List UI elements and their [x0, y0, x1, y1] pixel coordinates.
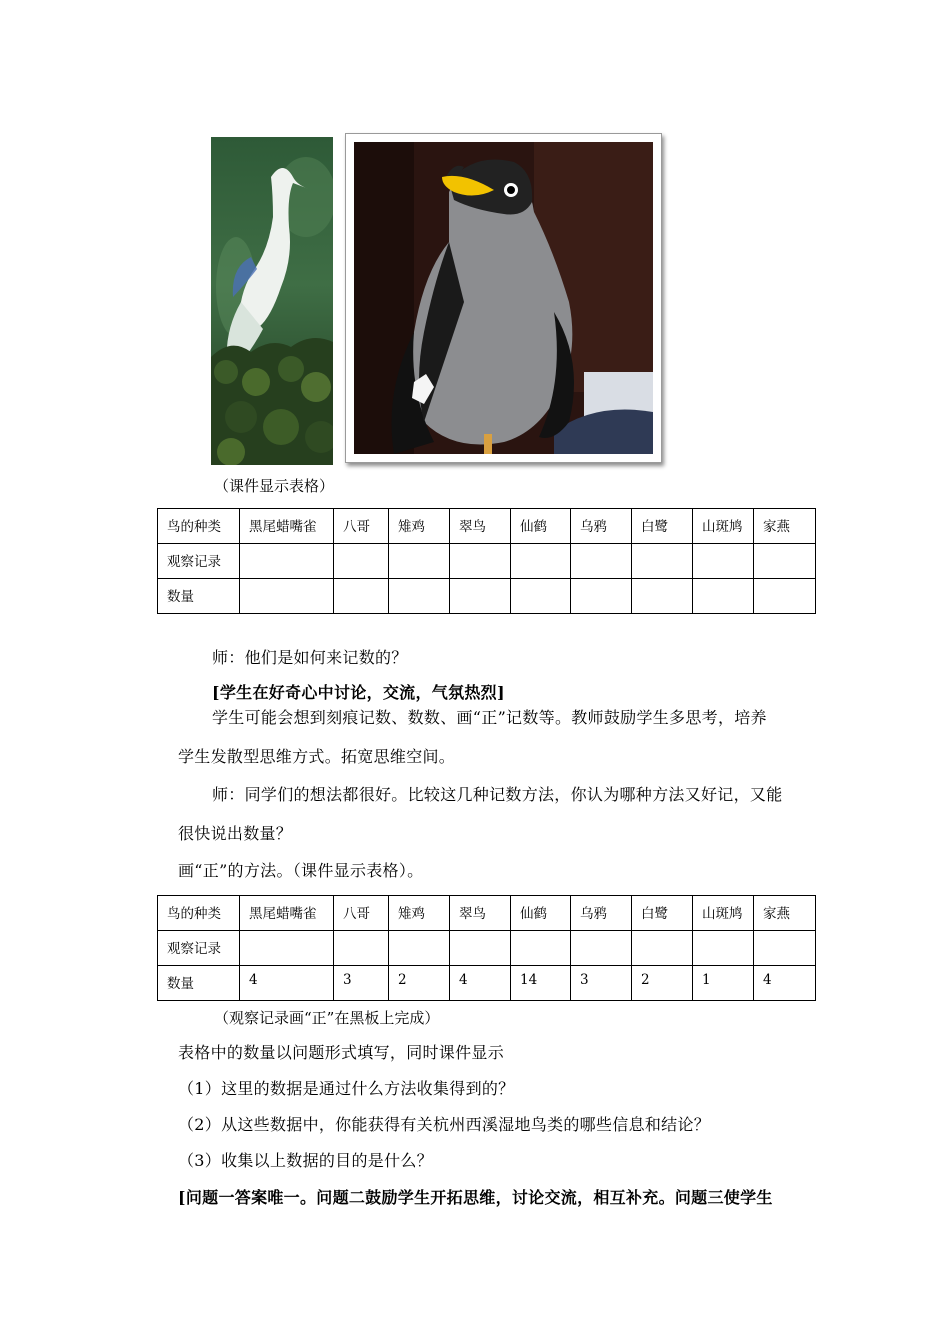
egret-photo [211, 137, 333, 465]
table-cell [571, 579, 632, 614]
paragraph: 师：他们是如何来记数的？ [212, 648, 408, 667]
table-row [158, 579, 816, 614]
table-cell [389, 579, 450, 614]
table-cell: 观察记录 [158, 931, 240, 966]
table-header-row [158, 509, 816, 544]
table-cell: 黑尾蜡嘴雀 [240, 509, 334, 544]
table-cell: 3 [571, 966, 632, 1001]
table-cell [693, 544, 754, 579]
table-row [158, 931, 816, 966]
bird-table-2 [157, 895, 816, 1001]
table-cell: 八哥 [334, 509, 389, 544]
paragraph: 学生发散型思维方式。拓宽思维空间。 [178, 747, 456, 766]
table-cell [240, 931, 334, 966]
paragraph: 画“正”的方法。（课件显示表格）。 [178, 861, 424, 880]
table-cell [754, 544, 816, 579]
table-cell [693, 579, 754, 614]
question-3: （3）收集以上数据的目的是什么？ [178, 1151, 433, 1170]
table-cell: 家燕 [754, 896, 816, 931]
paragraph: 表格中的数量以问题形式填写，同时课件显示 [178, 1043, 505, 1062]
table-cell [450, 544, 511, 579]
table-cell: 八哥 [334, 896, 389, 931]
paragraph: 很快说出数量？ [178, 824, 293, 843]
myna-photo-frame [345, 133, 662, 463]
table-cell: 14 [511, 966, 571, 1001]
table-cell: 仙鹤 [511, 509, 571, 544]
table-cell: 山斑鸠 [693, 509, 754, 544]
table-cell: 家燕 [754, 509, 816, 544]
table-cell [511, 544, 571, 579]
table-cell: 数量 [158, 966, 240, 1001]
table-cell: 1 [693, 966, 754, 1001]
table-cell: 数量 [158, 579, 240, 614]
table-cell [389, 544, 450, 579]
table-cell: 白鹭 [632, 509, 693, 544]
table-cell: 2 [389, 966, 450, 1001]
table-cell: 4 [240, 966, 334, 1001]
table-cell: 4 [754, 966, 816, 1001]
table-cell: 2 [632, 966, 693, 1001]
question-2: （2）从这些数据中，你能获得有关杭州西溪湿地鸟类的哪些信息和结论？ [178, 1115, 711, 1134]
table-cell [571, 544, 632, 579]
paragraph: 学生可能会想到刻痕记数、数数、画“正”记数等。教师鼓励学生多思考，培养 [212, 708, 767, 727]
table-cell: 黑尾蜡嘴雀 [240, 896, 334, 931]
table-cell: 鸟的种类 [158, 896, 240, 931]
table1-caption: （课件显示表格） [214, 477, 335, 495]
paragraph-bold: [学生在好奇心中讨论，交流，气氛热烈] [212, 683, 505, 702]
myna-photo [354, 142, 653, 454]
table-cell [632, 544, 693, 579]
table-cell [511, 931, 571, 966]
paragraph: 师：同学们的想法都很好。比较这几种记数方法，你认为哪种方法又好记，又能 [212, 785, 783, 804]
table-cell [240, 579, 334, 614]
table-cell: 雉鸡 [389, 509, 450, 544]
table-cell [450, 931, 511, 966]
table-cell [450, 579, 511, 614]
table-cell [334, 579, 389, 614]
table-cell: 山斑鸠 [693, 896, 754, 931]
table-cell: 鸟的种类 [158, 509, 240, 544]
table-cell: 白鹭 [632, 896, 693, 931]
table-cell: 3 [334, 966, 389, 1001]
table-cell: 翠鸟 [450, 509, 511, 544]
table-cell: 乌鸦 [571, 509, 632, 544]
table-cell: 仙鹤 [511, 896, 571, 931]
table-cell: 乌鸦 [571, 896, 632, 931]
question-1: （1）这里的数据是通过什么方法收集得到的？ [178, 1079, 515, 1098]
bird-table-1 [157, 508, 816, 614]
table-header-row [158, 896, 816, 931]
table-cell [571, 931, 632, 966]
table-cell [693, 931, 754, 966]
paragraph-bold: [问题一答案唯一。问题二鼓励学生开拓思维，讨论交流，相互补充。问题三使学生 [178, 1188, 773, 1207]
table-cell [632, 579, 693, 614]
table-cell: 4 [450, 966, 511, 1001]
table-cell: 观察记录 [158, 544, 240, 579]
table-cell [632, 931, 693, 966]
table-cell [754, 931, 816, 966]
table2-caption: （观察记录画“正”在黑板上完成） [214, 1009, 440, 1027]
table-cell: 雉鸡 [389, 896, 450, 931]
table-row [158, 544, 816, 579]
table-cell [240, 544, 334, 579]
table-cell [389, 931, 450, 966]
table-cell [754, 579, 816, 614]
table-row [158, 966, 816, 1001]
table-cell [334, 544, 389, 579]
table-cell [334, 931, 389, 966]
table-cell: 翠鸟 [450, 896, 511, 931]
table-cell [511, 579, 571, 614]
